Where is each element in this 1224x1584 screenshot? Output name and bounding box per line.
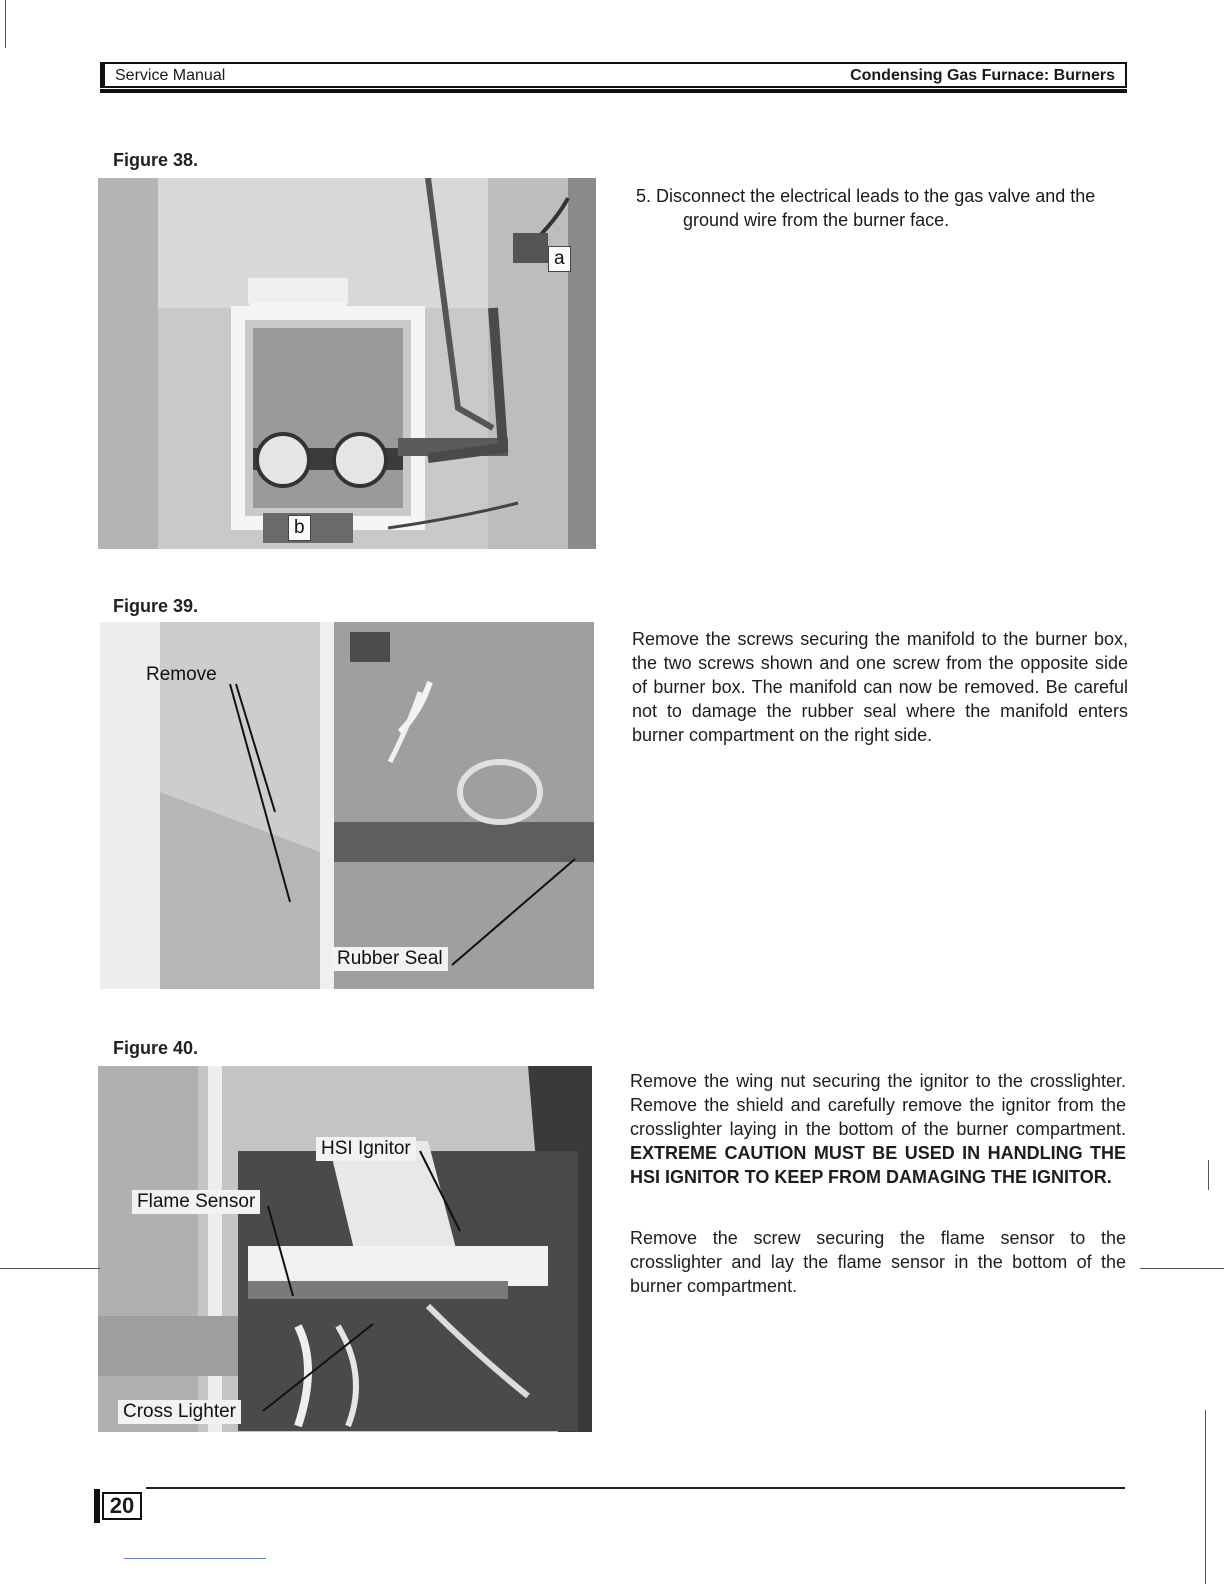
scan-artifact-line [1140, 1268, 1224, 1269]
figure-38-caption: Figure 38. [113, 150, 199, 170]
figure-40-label-flame-sensor: Flame Sensor [132, 1190, 260, 1214]
ignitor-removal-text: Remove the wing nut securing the ignitor to the crosslighter. Remove the shield and carefully remove the ignitor from the crosslighter laying in the bottom of the burner compartment. [630, 1071, 1126, 1139]
figure-39-label-remove: Remove [146, 664, 217, 685]
header-rule [100, 89, 1127, 93]
scan-artifact-line [5, 0, 6, 48]
header-section-title: Condensing Gas Furnace: Burners [850, 67, 1115, 84]
figure-40-photo [98, 1066, 592, 1432]
figure-39-caption: Figure 39. [113, 596, 199, 616]
figure-40-label-cross-lighter: Cross Lighter [118, 1400, 241, 1424]
flame-sensor-paragraph: Remove the screw securing the flame sensor to the crosslighter and lay the flame sensor in the bottom of the burner compartment. [630, 1228, 1126, 1296]
scan-artifact-line [1205, 1410, 1206, 1584]
figure-40-illustration [98, 1066, 592, 1432]
page-number: 20 [102, 1492, 142, 1520]
figure-40-label-hsi-ignitor: HSI Ignitor [316, 1137, 416, 1161]
step-5-number: 5. [636, 186, 652, 206]
step-5-instruction [636, 184, 1126, 232]
page-header [100, 62, 1127, 88]
figure-38-photo [98, 178, 596, 549]
figure-38-label-a: a [548, 246, 571, 272]
scan-artifact-line [0, 1268, 100, 1269]
page-number-block [94, 1489, 144, 1523]
footer-rule [146, 1487, 1125, 1489]
manifold-removal-paragraph: Remove the screws securing the manifold to the burner box, the two screws shown and one screw from the opposite side of burner box. The manifold can now be removed. Be careful not to damage the rubber seal where the manifold enters burner compartment on the right side. [632, 629, 1128, 745]
figure-38-illustration [98, 178, 596, 549]
header-manual-title: Service Manual [115, 67, 226, 84]
scan-artifact-line [1208, 1160, 1209, 1190]
step-5-line-1: Disconnect the electrical leads to the gas valve and the [656, 186, 1096, 206]
figure-39-label-rubber-seal: Rubber Seal [332, 947, 448, 971]
figure-40-caption: Figure 40. [113, 1038, 199, 1058]
ignitor-removal-paragraph [630, 1069, 1126, 1189]
scan-artifact-blue-line [124, 1558, 266, 1559]
ignitor-caution-text: EXTREME CAUTION MUST BE USED IN HANDLING THE HSI IGNITOR TO KEEP FROM DAMAGING THE IGNITOR. [630, 1143, 1126, 1187]
figure-39-photo [100, 622, 594, 989]
figure-38-label-b: b [288, 515, 311, 541]
step-5-line-2: ground wire from the burner face. [683, 210, 950, 230]
